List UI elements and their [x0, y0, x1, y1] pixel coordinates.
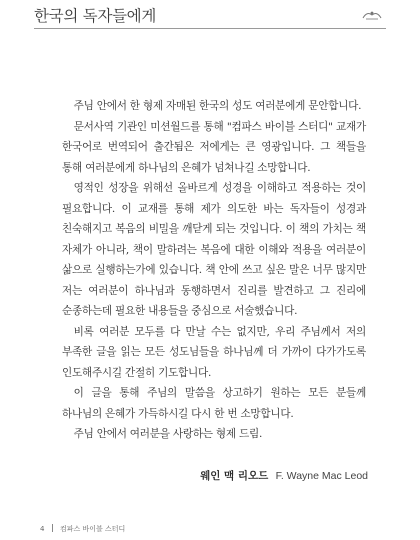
paragraph: 주님 안에서 여러분을 사랑하는 형제 드림. — [73, 428, 263, 440]
paragraph: 이 글을 통해 주님의 말씀을 상고하기 원하는 모든 분들께 하나님의 은혜가 가득하시길 다시 한 번 소망합니다. — [62, 387, 366, 420]
signature-name-english: F. Wayne Mac Leod — [275, 470, 368, 482]
running-title: 컴파스 바이블 스터디 — [59, 525, 126, 533]
letter-body — [62, 96, 366, 445]
page-title: 한국의 독자들에게 — [34, 7, 157, 25]
signature-name-korean: 웨인 맥 리오드 — [200, 470, 269, 482]
paragraph: 주님 안에서 한 형제 자매된 한국의 성도 여러분에게 문안합니다. — [73, 100, 362, 112]
header-rule — [34, 28, 386, 29]
paragraph: 영적인 성장을 위해선 올바르게 성경을 이해하고 적용하는 것이 필요합니다. 이 교재를 통해 제가 의도한 바는 독자들이 성경과 친숙해지고 복음의 비밀을 깨닫게 되는 것입니다. 이 책의 가치는 책 자체가 아니라, 책이 말하려는 복음에 대한 이해와 적용을 여러분이 삶으로 실행하는가에 있습니다. 책 안에 쓰고 싶은 말은 너무 많지만 저는 여러분이 하나님과 동행하면서 진리를 발견하고 그 진리에 순종하는데 필요한 내용들을 중심으로 서술했습니다. — [62, 182, 366, 317]
page-header — [0, 0, 420, 30]
page-number: 4 — [40, 525, 45, 533]
ornament-icon — [362, 9, 382, 21]
footer-separator — [52, 524, 53, 532]
signature — [200, 468, 368, 483]
page-footer — [40, 524, 125, 534]
paragraph: 비록 여러분 모두를 다 만날 수는 없지만, 우리 주님께서 저의 부족한 글을 읽는 모든 성도님들을 하나님께 더 가까이 다가가도록 인도해주시길 간절히 기도합니다. — [62, 325, 366, 379]
paragraph: 문서사역 기관인 미션월드를 통해 "컴파스 바이블 스터디" 교재가 한국어로 번역되어 출간됨은 저에게는 큰 영광입니다. 그 책들을 통해 여러분에게 하나님의 은혜가 넘쳐나길 소망합니다. — [62, 120, 366, 174]
